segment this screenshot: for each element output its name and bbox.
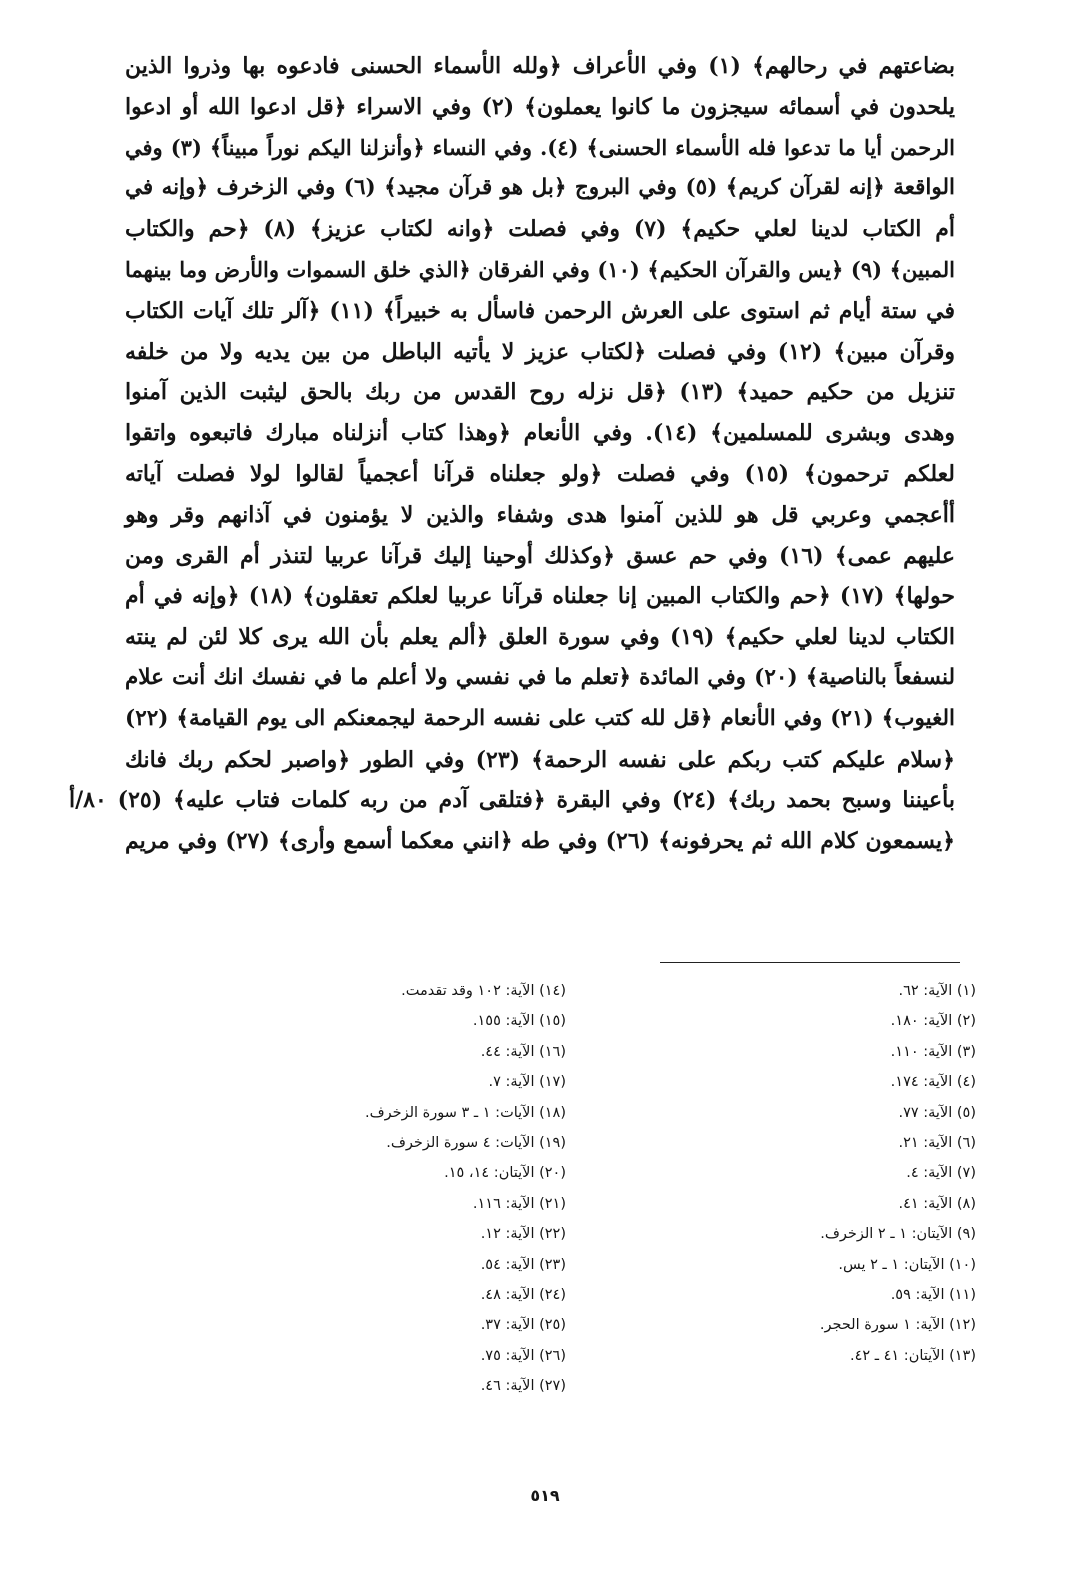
footnote: (٢٤) الآية: ٤٨. — [480, 1286, 566, 1303]
text-line: الغيوب﴾ (٢١) وفي الأنعام ﴿قل لله كتب على نفسه الرحمة ليجمعنكم الى يوم القيامة﴾ (٢٢) — [125, 705, 955, 731]
text-line: المبين﴾ (٩) ﴿يس والقرآن الحكيم﴾ (١٠) وفي الفرقان ﴿الذي خلق السموات والأرض وما بينهما — [125, 256, 955, 282]
text-line: وهدى وبشرى للمسلمين﴾ (١٤). وفي الأنعام ﴿وهذا كتاب أنزلناه مبارك فاتبعوه واتقوا — [125, 420, 955, 447]
text-line: تنزيل من حكيم حميد﴾ (١٣) ﴿قل نزله روح القدس من ربك بالحق ليثبت الذين آمنوا — [125, 379, 955, 406]
text-line: وقرآن مبين﴾ (١٢) وفي فصلت ﴿لكتاب عزيز لا يأتيه الباطل من بين يديه ولا من خلفه — [125, 338, 955, 365]
footnote: (٢٣) الآية: ٥٤. — [480, 1256, 566, 1273]
footnote: (١٤) الآية: ١٠٢ وقد تقدمت. — [401, 983, 566, 999]
footnote: (٢١) الآية: ١١٦. — [472, 1195, 566, 1212]
text-line: أأعجمي وعربي قل هو للذين آمنوا هدى وشفاء والذين لا يؤمنون في آذانهم وقر وهو — [125, 501, 955, 528]
footnote: (١٩) الآيات: ٤ سورة الزخرف. — [386, 1134, 566, 1151]
text-line: لنسفعاً بالناصية﴾ (٢٠) وفي المائدة ﴿تعلم ما في نفسي ولا أعلم ما في نفسك انك أنت علام — [125, 664, 955, 690]
footnote: (٢٥) الآية: ٣٧. — [480, 1317, 566, 1334]
footnote: (١١) الآية: ٥٩. — [890, 1286, 976, 1303]
footnote: (٧) الآية: ٤. — [906, 1165, 976, 1182]
footnote: (١٧) الآية: ٧. — [488, 1074, 566, 1091]
footnote: (٣) الآية: ١١٠. — [890, 1043, 976, 1060]
footnotes-right-column — [676, 976, 976, 1371]
page-number: ٥١٩ — [530, 1486, 560, 1505]
text-line: لعلكم ترحمون﴾ (١٥) وفي فصلت ﴿ولو جعلناه قرآنا أعجمياً لقالوا لولا فصلت آياته — [125, 460, 955, 487]
text-line: أم الكتاب لدينا لعلي حكيم﴾ (٧) وفي فصلت ﴿وانه لكتاب عزيز﴾ (٨) ﴿حم والكتاب — [125, 216, 955, 243]
text-line: الواقعة ﴿إنه لقرآن كريم﴾ (٥) وفي البروج ﴿بل هو قرآن مجيد﴾ (٦) وفي الزخرف ﴿وإنه في — [125, 175, 955, 201]
text-line: الرحمن أيا ما تدعوا فله الأسماء الحسنى﴾ (٤). وفي النساء ﴿وأنزلنا اليكم نوراً مبيناً﴾ (٣) وفي — [125, 134, 955, 160]
footnote: (٢٧) الآية: ٤٦. — [480, 1378, 566, 1395]
footnote: (٦) الآية: ٢١. — [898, 1134, 976, 1151]
footnote: (٢٦) الآية: ٧٥. — [480, 1347, 566, 1364]
footnote: (١٢) الآية: ١ سورة الحجر. — [819, 1317, 976, 1334]
footnote: (٤) الآية: ١٧٤. — [890, 1074, 976, 1091]
footnote: (٢٠) الآيتان: ١٤، ١٥. — [444, 1165, 566, 1182]
footnote: (٥) الآية: ٧٧. — [898, 1104, 976, 1121]
footnote: (١٨) الآيات: ١ ـ ٣ سورة الزخرف. — [365, 1104, 566, 1121]
text-line: يلحدون في أسمائه سيجزون ما كانوا يعملون﴾ (٢) وفي الاسراء ﴿قل ادعوا الله أو ادعوا — [125, 93, 955, 120]
footnote: (٢) الآية: ١٨٠. — [890, 1013, 976, 1030]
text-line: الكتاب لدينا لعلي حكيم﴾ (١٩) وفي سورة العلق ﴿ألم يعلم بأن الله يرى كلا لئن لم ينته — [125, 624, 955, 651]
text-line: في ستة أيام ثم استوى على العرش الرحمن فاسأل به خبيراً﴾ (١١) ﴿آلر تلك آيات الكتاب — [125, 297, 955, 324]
text-line: حولها﴾ (١٧) ﴿حم والكتاب المبين إنا جعلناه قرآنا عربيا لعلكم تعقلون﴾ (١٨) ﴿وإنه في أم — [125, 583, 955, 610]
text-line: عليهم عمى﴾ (١٦) وفي حم عسق ﴿وكذلك أوحينا إليك قرآنا عربيا لتنذر أم القرى ومن — [125, 542, 955, 569]
footnote: (١٠) الآيتان: ١ ـ ٢ يس. — [838, 1256, 976, 1273]
text-line: ﴿سلام عليكم كتب ربكم على نفسه الرحمة﴾ (٢٣) وفي الطور ﴿واصبر لحكم ربك فانك — [125, 746, 955, 773]
footnote: (١) الآية: ٦٢. — [898, 983, 976, 999]
footnote: (٢٢) الآية: ١٢. — [480, 1226, 566, 1243]
footnotes-left-column — [266, 976, 566, 1401]
text-line: ﴿يسمعون كلام الله ثم يحرفونه﴾ (٢٦) وفي طه ﴿انني معكما أسمع وأرى﴾ (٢٧) وفي مريم — [125, 828, 955, 855]
footnote: (١٥) الآية: ١٥٥. — [472, 1013, 566, 1030]
footnote: (١٣) الآيتان: ٤١ ـ ٤٢. — [849, 1347, 976, 1364]
footnote: (٨) الآية: ٤١. — [898, 1195, 976, 1212]
main-text-block — [69, 46, 955, 862]
footnote: (٩) الآيتان: ١ ـ ٢ الزخرف. — [820, 1226, 976, 1243]
text-line-with-folio-marker: بأعيننا وسبح بحمد ربك﴾ (٢٤) وفي البقرة ﴿فتلقى آدم من ربه كلمات فتاب عليه﴾ (٢٥) ٨٠/أ — [69, 787, 955, 814]
text-line: بضاعتهم في رحالهم﴾ (١) وفي الأعراف ﴿ولله الأسماء الحسنى فادعوه بها وذروا الذين — [125, 53, 955, 79]
footnote: (١٦) الآية: ٤٤. — [480, 1043, 566, 1060]
footnote-separator — [660, 962, 960, 963]
